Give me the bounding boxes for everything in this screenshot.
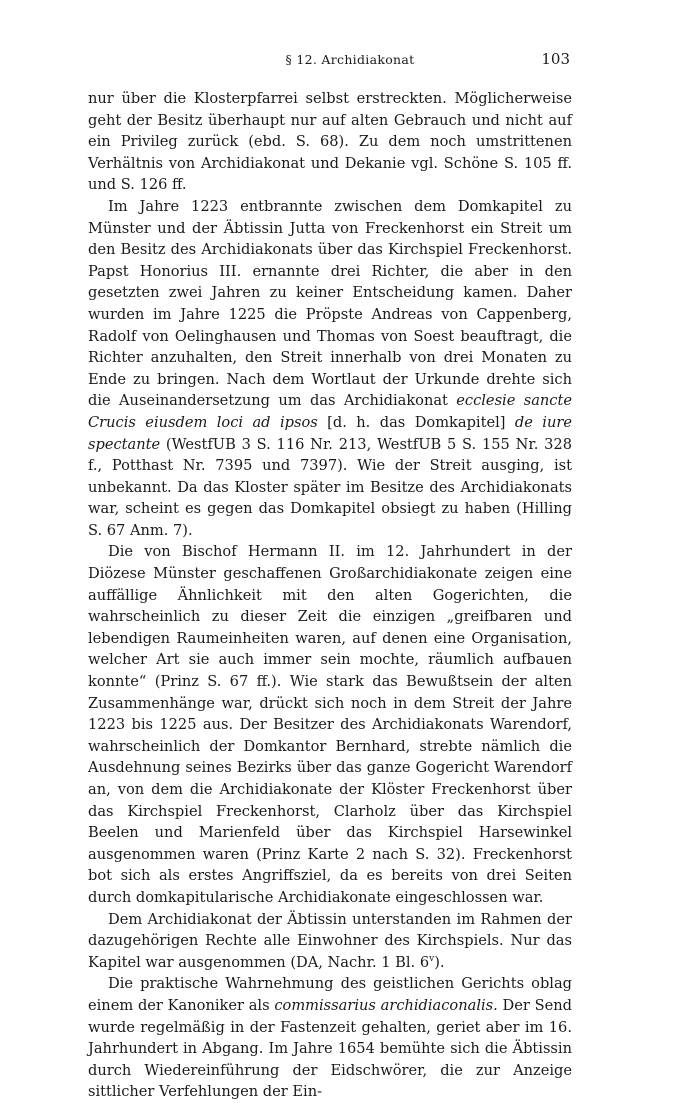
text-run: [d. h. das Domkapitel] <box>317 413 515 431</box>
text-run: Der Send wurde regelmäßig in der Fastenzeit gehalten, geriet aber im 16. Jahrhundert in Abgang. Im Jahre 1654 bemühte sich die Äbtissin durch Wiedereinführung der Eidschwörer, die zur Anzeige sittlicher Verfehlungen der Ein- <box>88 996 573 1101</box>
text-run: (WestfUB 3 S. 116 Nr. 213, WestfUB 5 S. 155 Nr. 328 f., Potthast Nr. 7395 und 7397). Wie der Streit ausging, ist unbekannt. Da das Kloster später im Besitze des Archidiakonats war, scheint es gegen das Domkapitel obsiegt zu haben (Hilling S. 67 Anm. 7). <box>88 435 572 539</box>
text-run: Die praktische Wahrnehmung des geistlichen Gerichts oblag einem der Kanoniker als <box>88 975 572 1014</box>
text-run: Im Jahre 1223 entbrannte zwischen dem Domkapitel zu Münster und der Äbtissin Jutta von Freckenhorst ein Streit um den Besitz des Archidiakonats über das Kirchspiel Freckenhorst. Papst Honorius III. ernannte drei Richter, die aber in den gesetzten zwei Jahren zu keiner Entscheidung kamen. Daher wurden im Jahre 1225 die Pröpste Andreas von Cappenberg, Radolf von Oelinghausen und Thomas von Soest beauftragt, die Richter anzuhalten, den Streit innerhalb von drei Monaten zu Ende zu bringen. Nach dem Wortlaut der Urkunde drehte sich die Auseinandersetzung um das Archidiakonat <box>88 197 572 410</box>
running-head: § 12. Archidiakonat <box>285 52 415 67</box>
text-run: nur über die Klosterpfarrei selbst erstreckten. Möglicherweise geht der Besitz überhaupt nur auf alten Gebrauch und nicht auf ein Privileg zurück (ebd. S. 68). Zu dem noch umstrittenen Verhältnis von Archidiakonat und Dekanie vgl. Schöne S. 105 ff. und S. 126 ff. <box>88 90 572 194</box>
latin-term: commissarius archidiaconalis. <box>274 996 498 1014</box>
paragraph <box>88 196 572 542</box>
latin-quote: ecclesie sancte Crucis eiusdem loci ad ipsos <box>88 392 572 431</box>
latin-quote: de iure spectante <box>88 413 572 453</box>
body-text <box>88 88 572 1103</box>
paragraph <box>88 909 572 974</box>
text-run: ). <box>434 953 445 971</box>
folio-verso-marker: v <box>429 953 435 964</box>
text-run: Dem Archidiakonat der Äbtissin unterstanden im Rahmen der dazugehörigen Rechte alle Einwohner des Kirchspiels. Nur das Kapitel war ausgenommen (DA, Nachr. 1 Bl. 6 <box>88 910 572 971</box>
paragraph <box>88 973 572 1103</box>
page-number: 103 <box>541 50 570 68</box>
text-run: Die von Bischof Hermann II. im 12. Jahrhundert in der Diözese Münster geschaffenen Großarchidiakonate zeigen eine auffällige Ähnlichkeit mit den alten Gogerichten, die wahrscheinlich zu dieser Zeit die einzigen „greifbaren und lebendigen Raumeinheiten waren, auf denen eine Organisation, welcher Art sie auch immer sein mochte, räumlich aufbauen konnte“ (Prinz S. 67 ff.). Wie stark das Bewußtsein der alten Zusammenhänge war, drückt sich noch in dem Streit der Jahre 1223 bis 1225 aus. Der Besitzer des Archidiakonats Warendorf, wahrscheinlich der Domkantor Bernhard, strebte nämlich die Ausdehnung seines Bezirks über das ganze Gogericht Warendorf an, von dem die Archidiakonate der Klöster Freckenhorst über das Kirchspiel Freckenhorst, Clarholz über das Kirchspiel Beelen und Marienfeld über das Kirchspiel Harsewinkel ausgenommen waren (Prinz Karte 2 nach S. 32). Freckenhorst bot sich als erstes Angriffsziel, da es bereits von drei Seiten durch domkapitularische Archidiakonate eingeschlossen war. <box>88 543 572 906</box>
paragraph <box>88 541 572 908</box>
paragraph <box>88 88 572 196</box>
